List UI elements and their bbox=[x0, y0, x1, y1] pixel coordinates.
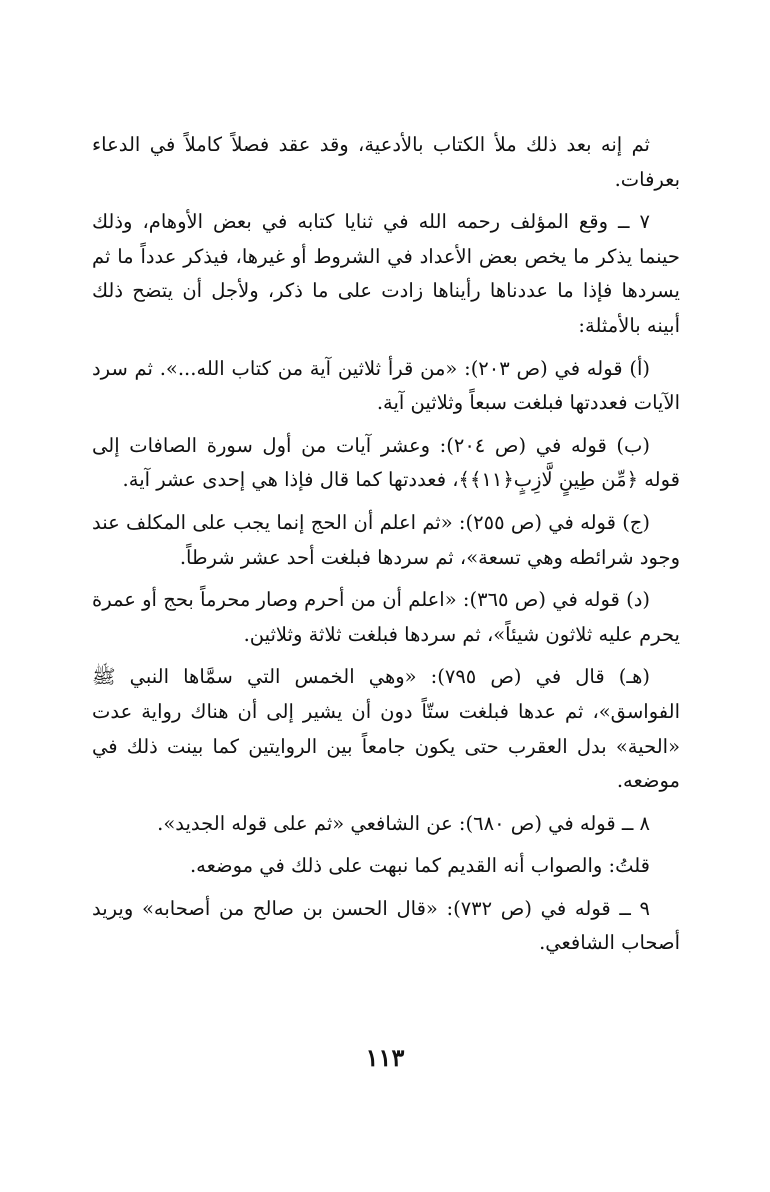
paragraph-example-a: (أ) قوله في (ص ٢٠٣): «من قرأ ثلاثين آية من كتاب الله...». ثم سرد الآيات فعددتها فبلغت سبعاً وثلاثين آية. bbox=[92, 356, 680, 415]
paragraph-item-9: ٩ ــ قوله في (ص ٧٣٢): «قال الحسن بن صالح من أصحابه» ويريد أصحاب الشافعي. bbox=[92, 896, 680, 955]
paragraph-example-c: (ج) قوله في (ص ٢٥٥): «ثم اعلم أن الحج إنما يجب على المكلف عند وجود شرائطه وهي تسعة»، ثم سردها فبلغت أحد عشر شرطاً. bbox=[92, 510, 680, 569]
page-number: ١١٣ bbox=[365, 1043, 405, 1072]
paragraph-item-8: ٨ ــ قوله في (ص ٦٨٠): عن الشافعي «ثم على قوله الجديد». bbox=[157, 811, 650, 835]
paragraph-example-e: (هـ) قال في (ص ٧٩٥): «وهي الخمس التي سمَّاها النبي ﷺ الفواسق»، ثم عدها فبلغت ستّاً دون أن يشير إلى أن هناك رواية عدت «الحية» بدل العقرب حتى يكون جامعاً بين الروايتين كما بينت ذلك في موضعه. bbox=[92, 665, 680, 793]
paragraph-item-7: ٧ ــ وقع المؤلف رحمه الله في ثنايا كتابه في بعض الأوهام، وذلك حينما يذكر ما يخص بعض الأعداد في الشروط أو غيرها، فيذكر عدداً ما ثم يسردها فإذا ما عددناها رأيناها زادت على ما ذكر، ولأجل أن يتضح ذلك أبينه بالأمثلة: bbox=[92, 210, 680, 337]
paragraph-note: قلتُ: والصواب أنه القديم كما نبهت على ذلك في موضعه. bbox=[189, 854, 650, 878]
paragraph-example-d: (د) قوله في (ص ٣٦٥): «اعلم أن من أحرم وصار محرماً بحج أو عمرة يحرم عليه ثلاثون شيئاً»، ثم سردها فبلغت ثلاثة وثلاثين. bbox=[92, 588, 680, 646]
paragraph-example-b: (ب) قوله في (ص ٢٠٤): وعشر آيات من أول سورة الصافات إلى قوله ﴿مِّن طِينٍ لَّازِبٍ﴿١١﴾﴾، فعددتها كما قال فإذا هي إحدى عشر آية. bbox=[92, 433, 680, 492]
paragraph-intro-duaa: ثم إنه بعد ذلك ملأ الكتاب بالأدعية، وقد عقد فصلاً كاملاً في الدعاء بعرفات. bbox=[92, 133, 680, 191]
body-text bbox=[92, 128, 680, 969]
